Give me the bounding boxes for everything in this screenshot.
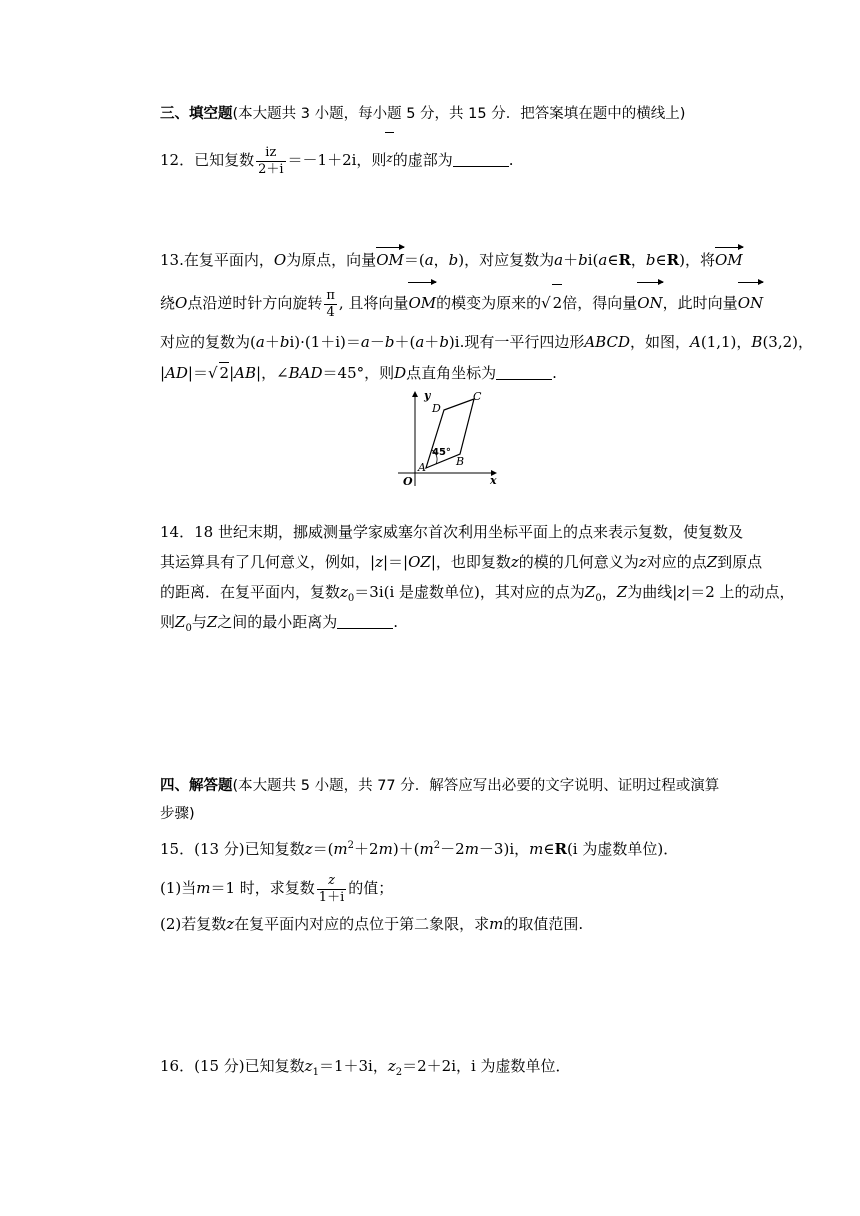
label-A: A [418,461,426,474]
q13-t24: )i.现有一平行四边形 [448,333,585,351]
q13-O: O [273,251,287,269]
q15-z2: z [226,915,235,933]
q14-t4: 的模的几何意义为 [518,553,639,571]
q12-text-a: 12．已知复数 [160,151,255,169]
q14-z2: z [510,553,519,571]
vector-ON-2: ON [738,285,763,321]
q13-t33: 点直角坐标为 [406,364,497,382]
q16-t3: ＝2＋2i，i 为虚数单位． [402,1057,571,1075]
q14-t1: 其运算具有了几何意义，例如，| [160,553,376,571]
question-14-line-1 [160,522,743,542]
label-45-degree: 45° [432,447,451,458]
q14-t2: |＝| [382,553,409,571]
question-13-line-3 [160,332,813,352]
q13-b3: b [645,251,656,269]
vector-OM: OM [376,251,404,269]
q15-t13: 在复平面内对应的点位于第二象限，求 [234,915,490,933]
section-4-note-2: 步骤) [160,806,195,822]
q14-t5: 对应的点 [646,553,707,571]
q12-frac-num: iz [256,145,285,162]
q12-text-c: 的虚部为 [392,151,453,169]
q15-sup2: 2 [347,840,355,851]
vector-OM-3: OM [408,285,436,321]
q13-t16: 倍，得向量 [562,294,638,312]
q12-text-b: ＝－1＋2i，则 [287,151,387,169]
q14-answer-blank[interactable] [337,614,393,629]
pi-num: π [326,287,335,303]
question-16 [160,1056,571,1083]
q15-R: R [554,840,567,858]
q13-t5: )，对应复数为 [458,251,555,269]
question-15-line-1 [160,836,678,859]
q15-z: z [304,840,313,858]
question-15-part-1 [160,870,393,906]
section-4-heading-line-2 [160,804,195,824]
section-4-title: 四、解答题 [160,778,233,794]
q13-b4: b [279,333,290,351]
q13-AB: AB [234,364,257,382]
q13-t10: ∈ [655,251,667,269]
q13-AD: AD [165,364,188,382]
q13-t29: |＝ [187,364,208,382]
q13-a2: a [554,251,564,269]
q13-t2: 为原点，向量 [286,251,377,269]
q13-R2: R [666,251,680,269]
q13-a4: a [255,333,265,351]
q14-t3: |，也即复数 [430,553,511,571]
section-3-note: (本大题共 3 小题，每小题 5 分，共 15 分．把答案填在题中的横线上) [232,106,686,122]
q14-Z2: Z [584,583,596,601]
q15-m4: m [464,840,479,858]
q15-t2: ＝( [312,840,334,858]
label-B: B [456,455,465,468]
question-14-line-2 [160,552,762,572]
pi-den: 4 [326,304,335,320]
q13-B: B [751,333,763,351]
q14-dot: . [393,613,399,631]
q13-t4: ， [433,251,449,269]
label-y: y [424,389,431,402]
q14-t9: ， [601,583,617,601]
q13-t31: |，∠ [256,364,289,382]
q14-Z3: Z [616,583,628,601]
q12-fraction [256,145,285,178]
sqrt-symbol: √ [541,294,551,312]
q15-t4: )＋( [392,840,420,858]
sqrt-symbol-2: √ [207,364,218,382]
q15-t6: －3)i， [478,840,530,858]
q16-t1: 16．(15 分)已知复数 [160,1057,305,1075]
section-4-heading-line-1 [160,776,719,796]
vector-OM-2: OM [714,251,743,269]
q13-t8: ∈ [607,251,619,269]
q13-t6: ＋ [563,251,579,269]
q12-conj-z: z [386,140,392,176]
q13-t3: ＝( [403,251,425,269]
q13-b2: b [578,251,588,269]
sqrt-2b: 2 [219,364,230,382]
q13-R: R [618,251,631,269]
q13-b6: b [439,333,449,351]
section-4-note-1: (本大题共 5 小题，共 77 分．解答应写出必要的文字说明、证明过程或演算 [232,778,720,794]
q15-m2: m [378,840,393,858]
question-14-line-4 [160,612,398,639]
q12-dot: . [508,151,514,169]
q15-m5: m [529,840,544,858]
q13-t21: － [369,333,385,351]
label-D: D [432,402,441,415]
q15-frac-den: 1＋i [318,889,345,905]
q12-frac-den: 2＋i [258,161,284,177]
q13-t12: 绕 [160,294,176,312]
q14-t6: 到原点 [717,553,763,571]
q13-t11: )，将 [679,251,715,269]
q15-m7: m [489,915,504,933]
q15-sup2b: 2 [433,840,441,851]
q14-t7: 的距离．在复平面内，复数 [160,583,341,601]
q16-z2: z [387,1057,396,1075]
label-O: O [403,475,413,488]
q13-BAD: BAD [288,364,323,382]
q14-sub0b: 0 [595,593,602,604]
q14-z3: z [638,553,647,571]
q13-t22: ＋( [394,333,416,351]
q13-ABCD: ABCD [584,333,630,351]
label-C: C [473,390,482,403]
q12-answer-blank[interactable] [453,152,509,167]
q14-sub0c: 0 [185,623,192,634]
q13-t15: 的模变为原来的 [436,294,542,312]
question-13-line-2 [160,284,763,321]
q13-t27: (3,2)， [762,333,813,351]
q13-b5: b [384,333,395,351]
q14-t11: |＝2 上的动点， [685,583,795,601]
q15-t8: (i 为虚数单位)． [566,840,679,858]
q13-t9: ， [630,251,646,269]
q14-Z4: Z [175,613,186,631]
q13-t18: 对应的复数为( [160,333,256,351]
q15-t11: 的值； [348,879,394,897]
vector-ON: ON [637,285,662,321]
q13-t19: ＋ [264,333,280,351]
q14-t8: ＝3i(i 是虚数单位)，其对应的点为 [354,583,585,601]
q14-Z5: Z [206,613,218,631]
question-12 [160,140,514,178]
q13-t30: | [229,364,235,382]
q15-t14: 的取值范围. [503,915,584,933]
q16-sub2: 2 [395,1067,403,1078]
q14-t14: 之间的最小距离为 [217,613,338,631]
q15-t5: －2 [440,840,465,858]
label-x: x [490,474,497,487]
q13-a6: a [415,333,425,351]
q13-t20: i)·(1＋i)＝ [289,333,361,351]
q15-m3: m [419,840,434,858]
q15-t1: 15．(13 分)已知复数 [160,840,305,858]
parallelogram-figure [396,388,506,488]
section-3-heading [160,104,685,124]
q14-t13: 与 [191,613,207,631]
q14-z4: z [340,583,348,601]
q14-t12: 则 [160,613,176,631]
q13-a: a [424,251,434,269]
q15-t10: ＝1 时，求复数 [210,879,315,897]
q14-l1: 14．18 世纪末期，挪威测量学家威塞尔首次利用坐标平面上的点来表示复数，使复数及 [160,523,743,541]
section-3-title: 三、填空题 [160,106,233,122]
sqrt-2: 2 [552,284,563,321]
q14-z: z [375,553,383,571]
q13-dot: . [552,364,557,382]
q13-a5: a [360,333,370,351]
q15-t12: (2)若复数 [160,915,227,933]
q14-sub0: 0 [347,593,355,604]
q14-t10: 为曲线| [627,583,678,601]
q15-m6: m [196,879,211,897]
q15-t3: ＋2 [354,840,379,858]
q13-t32: ＝45°，则 [322,364,395,382]
q13-A: A [690,333,701,351]
q13-t13: 点沿逆时针方向旋转 [187,294,323,312]
q13-t26: (1,1)， [700,333,752,351]
question-13-line-4 [160,362,557,383]
q13-t1: 13.在复平面内， [160,251,274,269]
q15-fraction [317,873,346,906]
q13-a3: a [598,251,608,269]
q15-m: m [333,840,348,858]
q13-t25: ，如图， [629,333,690,351]
pi-over-4 [324,288,337,321]
q14-z5: z [677,583,686,601]
q16-sub1: 1 [312,1067,319,1078]
q15-t7: ∈ [543,840,555,858]
q15-frac-num: z [317,873,346,890]
q13-D: D [394,364,407,382]
q13-t28: | [160,364,166,382]
q13-t14: , 且将向量 [338,294,409,312]
q13-b: b [448,251,459,269]
q14-Z: Z [706,553,718,571]
q13-t17: ，此时向量 [662,294,738,312]
q13-O2: O [175,294,188,312]
q13-t7: i( [587,251,599,269]
question-13-line-1 [160,250,743,270]
q16-z1: z [304,1057,313,1075]
q15-t9: (1)当 [160,879,197,897]
question-14-line-3 [160,582,795,609]
q13-answer-blank[interactable] [496,365,552,380]
q16-t2: ＝1＋3i， [318,1057,388,1075]
q14-OZ: OZ [408,553,431,571]
q13-t23: ＋ [424,333,440,351]
question-15-part-2 [160,914,583,934]
